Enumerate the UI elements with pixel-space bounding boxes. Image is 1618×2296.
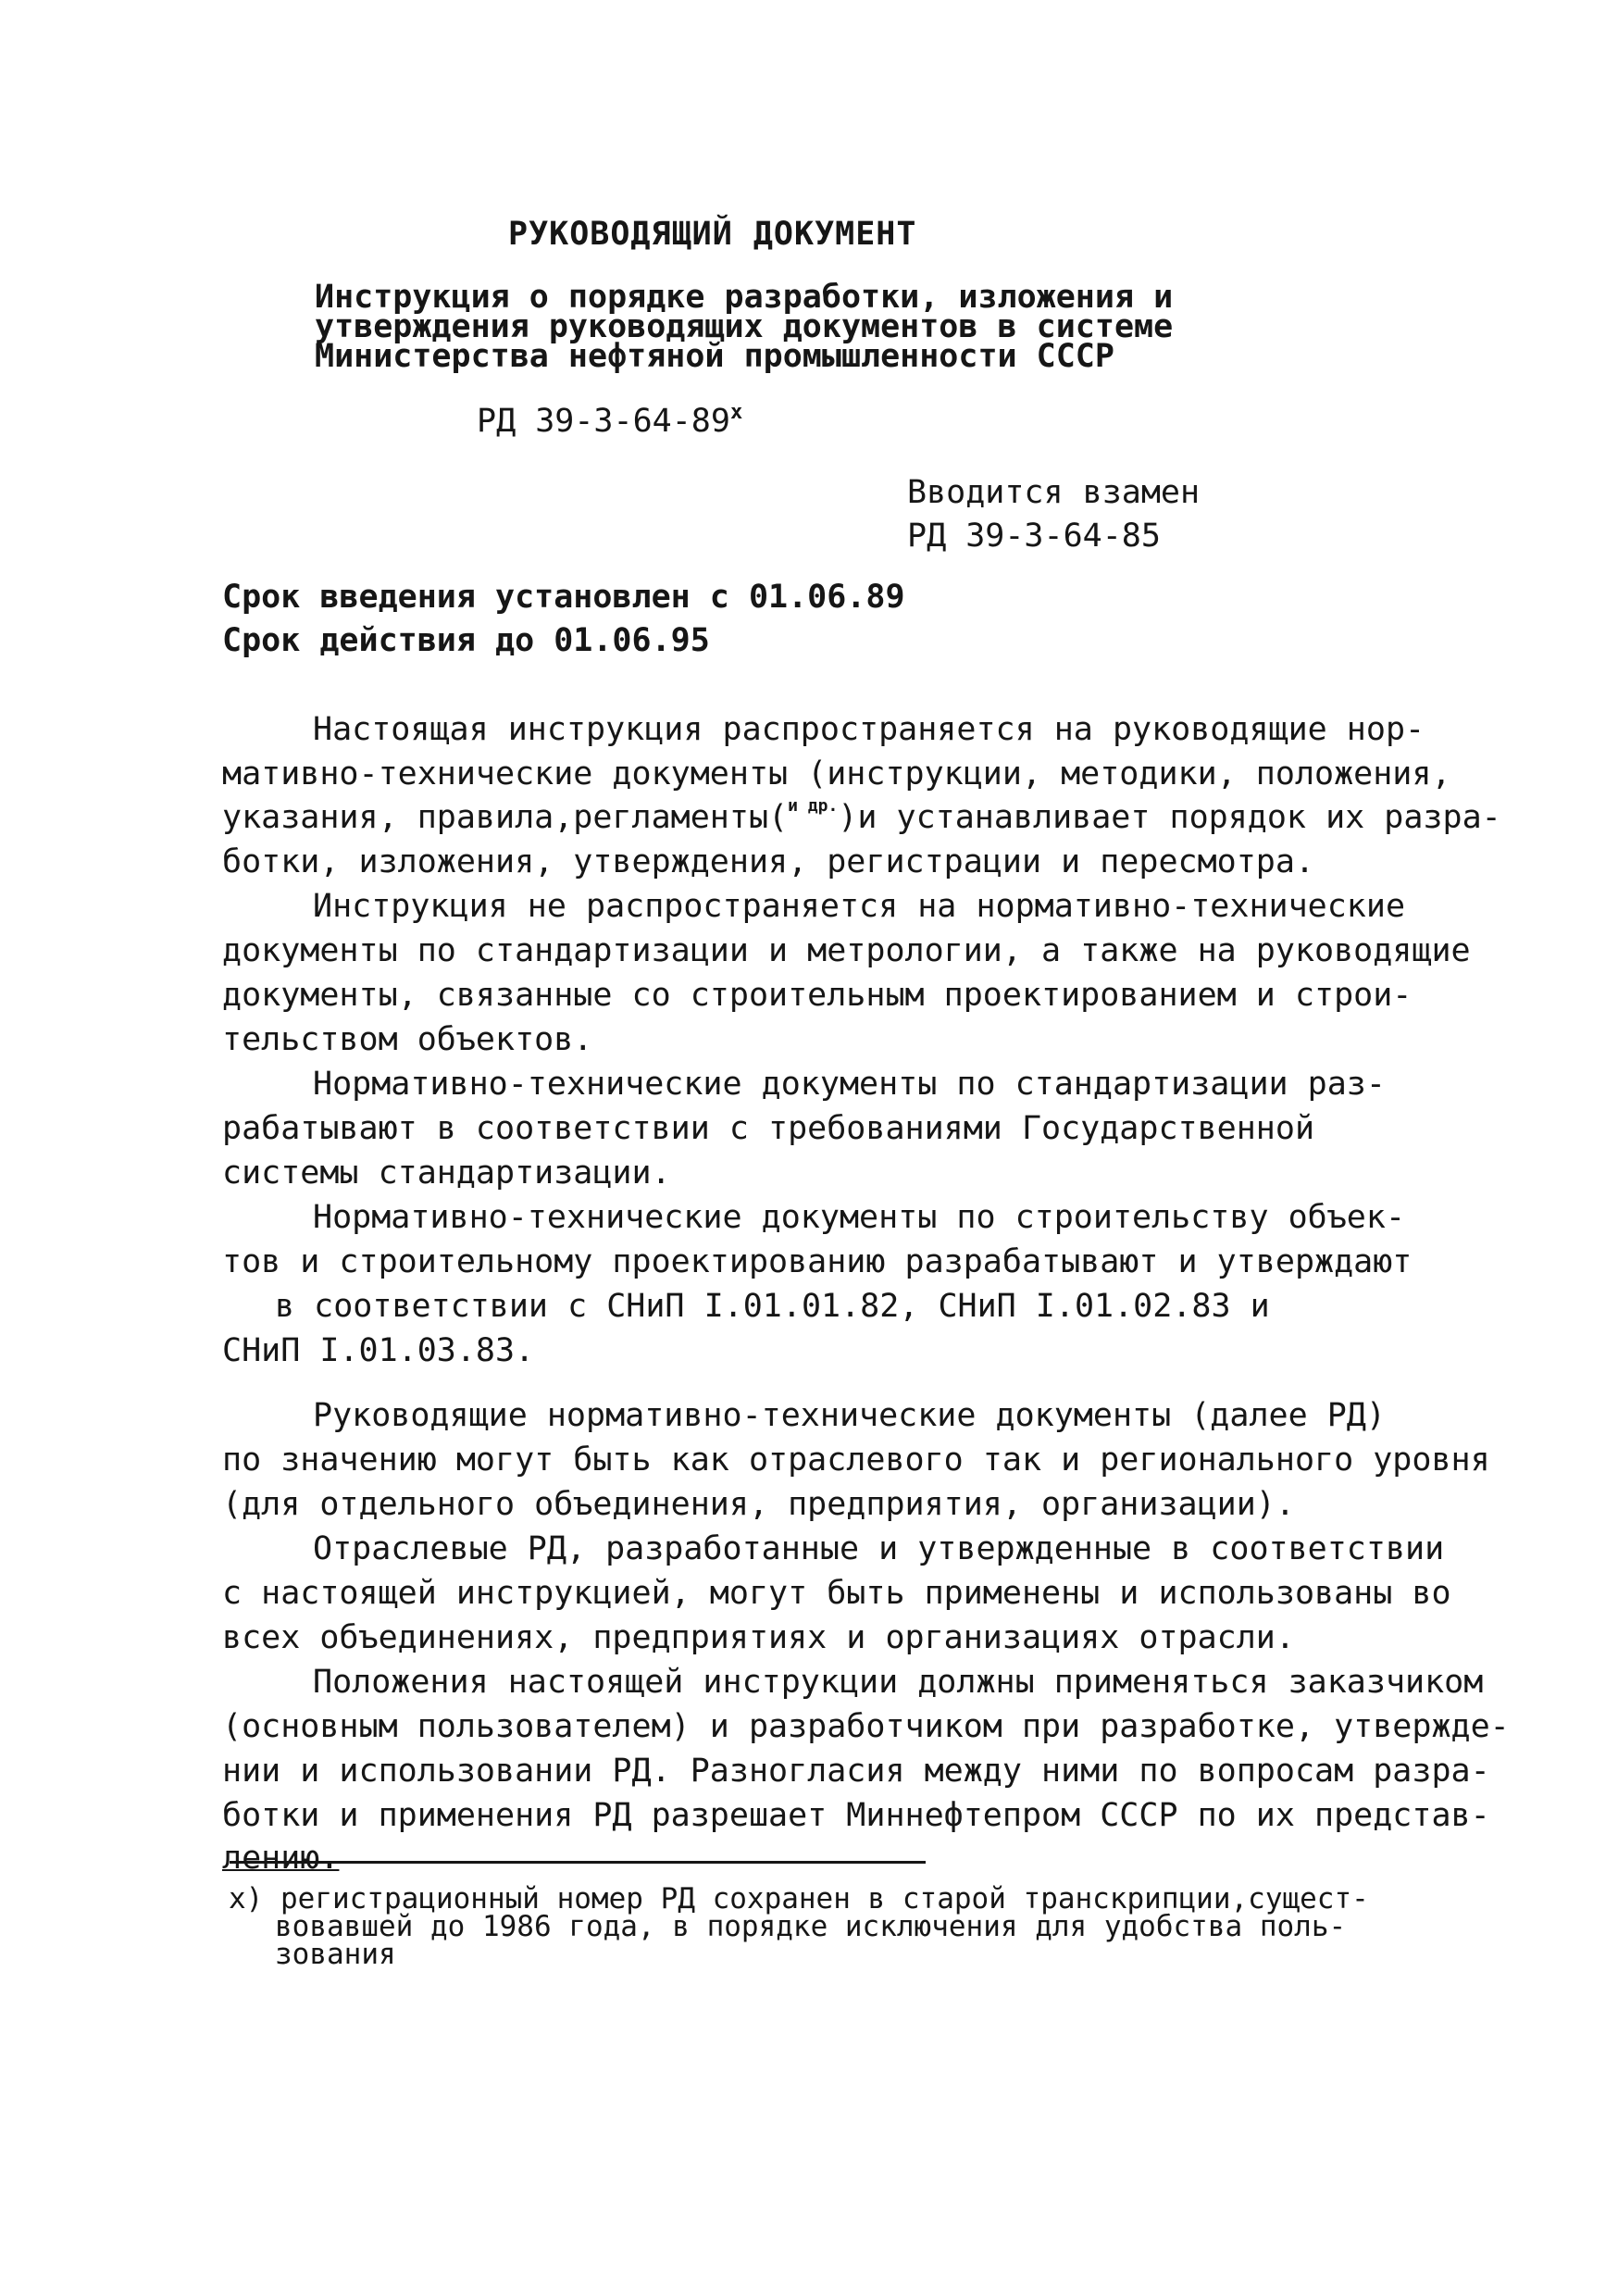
p2-line-3: документы, связанные со строительным проектированием и строи- [222,977,1413,1014]
p7-line-3: нии и использовании РД. Разногласия между ними по вопросам разра- [222,1753,1490,1790]
p1-line-3-end: )и устанавливает порядок их разра- [838,799,1501,836]
subtitle-line-3: Министерства нефтяной промышленности СССР [315,338,1114,375]
p1-line-2: мативно-технические документы (инструкции, методики, положения, [222,755,1451,792]
p2-line-4: тельством объектов. [222,1021,593,1058]
p7-line-1: Положения настоящей инструкции должны применяться заказчиком [313,1664,1484,1701]
replaces-line-2: РД 39-3-64-85 [907,518,1161,555]
replaces-line-1: Вводится взамен [907,474,1201,511]
footnote-line-3: зования [275,1938,396,1971]
p3-line-3: системы стандартизации. [222,1154,671,1192]
subtitle-line-2: утверждения руководящих документов в системе [315,308,1174,345]
p1-line-3 [222,796,1501,836]
p1-line-3-inserted-note: и др. [788,796,839,816]
p5-line-2: по значению могут быть как отраслевого так и регионального уровня [222,1441,1490,1479]
designation-footnote-mark: x [729,401,743,424]
p6-line-3: всех объединениях, предприятиях и организациях отрасли. [222,1619,1295,1656]
p2-line-1: Инструкция не распространяется на нормативно-технические [313,888,1406,925]
p4-line-3: в соответствии с СНиП I.01.01.82, СНиП I.01.02.83 и [275,1288,1270,1325]
p1-line-3-start: указания, правила,регламенты [222,799,769,836]
p1-line-1: Настоящая инструкция распространяется на руководящие нор- [313,711,1425,748]
p7-line-5: лению. [222,1840,340,1877]
p4-line-4: СНиП I.01.03.83. [222,1332,535,1369]
subtitle-line-1: Инструкция о порядке разработки, изложения и [315,279,1174,316]
p7-line-4: ботки и применения РД разрешает Миннефтепром СССР по их представ- [222,1797,1490,1834]
footnote-line-1: x) регистрационный номер РД сохранен в старой транскрипции,сущест- [229,1882,1369,1915]
p7-line-2: (основным пользователем) и разработчиком при разработке, утвержде- [222,1708,1510,1745]
p3-line-1: Нормативно-технические документы по стандартизации раз- [313,1066,1386,1103]
designation-number: РД 39-3-64-89 [477,403,730,440]
p1-line-4: ботки, изложения, утверждения, регистрации и пересмотра. [222,843,1315,880]
p5-line-1: Руководящие нормативно-технические документы (далее РД) [313,1397,1386,1434]
p4-line-1: Нормативно-технические документы по строительству объек- [313,1199,1406,1236]
document-type-title: РУКОВОДЯЩИЙ ДОКУМЕНТ [508,216,917,253]
introduction-date: Срок введения установлен с 01.06.89 [222,579,905,616]
footnote-separator [230,1861,926,1864]
p6-line-2: с настоящей инструкцией, могут быть применены и использованы во [222,1575,1451,1612]
p2-line-2: документы по стандартизации и метрологии, а также на руководящие [222,932,1471,969]
p6-line-1: Отраслевые РД, разработанные и утвержденные в соответствии [313,1530,1445,1567]
validity-date: Срок действия до 01.06.95 [222,622,710,659]
p3-line-2: рабатывают в соответствии с требованиями Государственной [222,1110,1315,1147]
p5-line-3: (для отдельного объединения, предприятия, организации). [222,1486,1295,1523]
p1-line-3-open-paren: ( [768,799,789,836]
p4-line-2: тов и строительному проектированию разрабатывают и утверждают [222,1243,1413,1280]
footnote-line-2: вовавшей до 1986 года, в порядке исключения для удобства поль- [275,1910,1347,1943]
document-designation [477,401,743,440]
